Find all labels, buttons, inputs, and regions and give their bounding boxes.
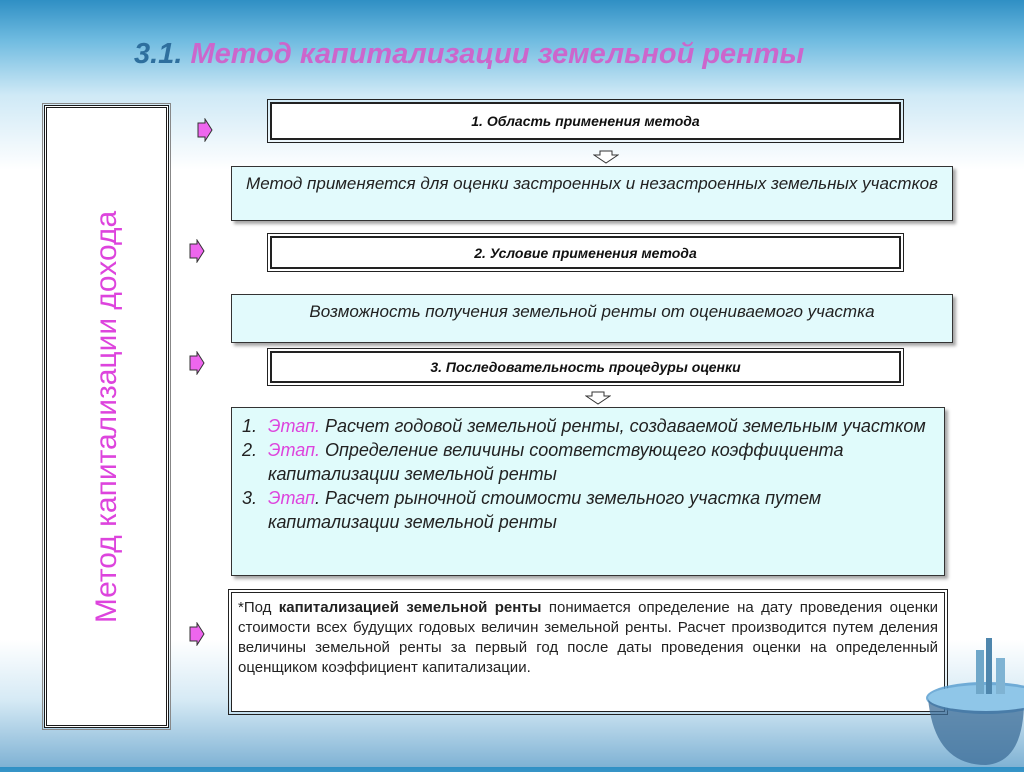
section-1-header xyxy=(270,102,901,140)
section-1-header-label: 1. Область применения метода xyxy=(471,113,700,129)
footnote-term: капитализацией земельной ренты xyxy=(278,599,542,616)
pointer-arrow-icon xyxy=(189,239,205,263)
side-label: Метод капитализации дохода xyxy=(89,210,123,623)
step-text: Определение величины соответствующего коэффициента капитализации земельной ренты xyxy=(268,440,844,484)
step-label: Этап. xyxy=(268,440,320,460)
step-label: Этап xyxy=(268,488,315,508)
step-text: Расчет годовой земельной ренты, создаваемой земельным участком xyxy=(320,416,926,436)
pointer-arrow-icon xyxy=(189,351,205,375)
globe-decoration xyxy=(924,630,1024,767)
list-item xyxy=(242,486,934,534)
section-1-body xyxy=(231,166,953,221)
step-number: 3. xyxy=(242,488,258,508)
section-3-header-label: 3. Последовательность процедуры оценки xyxy=(430,359,741,375)
section-2-header xyxy=(270,236,901,269)
footnote-text: понимается определение на дату проведения оценки стоимости всех будущих годовых величин земельной ренты. Расчет производится путем деления величины земельной ренты за первый год после даты проведения оценки на определенный оценщиком коэффициент капитализации. xyxy=(238,599,938,676)
pointer-arrow-icon xyxy=(197,118,213,142)
step-text: . Расчет рыночной стоимости земельного участка путем капитализации земельной ренты xyxy=(268,488,822,532)
footnote-prefix: *Под xyxy=(238,599,279,616)
slide-title xyxy=(134,38,954,78)
step-number: 1. xyxy=(242,416,258,436)
list-item xyxy=(242,438,934,486)
section-2-body xyxy=(231,294,953,343)
section-3-header xyxy=(270,351,901,383)
down-arrow-icon xyxy=(593,150,619,164)
title-number: 3.1. xyxy=(134,38,183,70)
step-content xyxy=(268,438,934,486)
pointer-arrow-icon xyxy=(189,622,205,646)
footnote-box xyxy=(231,592,945,712)
section-1-body-text: Метод применяется для оценки застроенных и незастроенных земельных участков xyxy=(246,174,938,193)
side-label-box xyxy=(44,105,169,728)
step-label: Этап. xyxy=(268,416,320,436)
section-2-body-text: Возможность получения земельной ренты от оцениваемого участка xyxy=(309,302,875,321)
steps-list xyxy=(231,407,945,576)
section-2-header-label: 2. Условие применения метода xyxy=(474,244,697,261)
list-item xyxy=(242,414,934,438)
title-text: Метод капитализации земельной ренты xyxy=(190,38,805,70)
down-arrow-icon xyxy=(585,391,611,405)
step-number: 2. xyxy=(242,440,258,460)
step-content xyxy=(268,486,934,534)
step-content xyxy=(268,414,926,438)
